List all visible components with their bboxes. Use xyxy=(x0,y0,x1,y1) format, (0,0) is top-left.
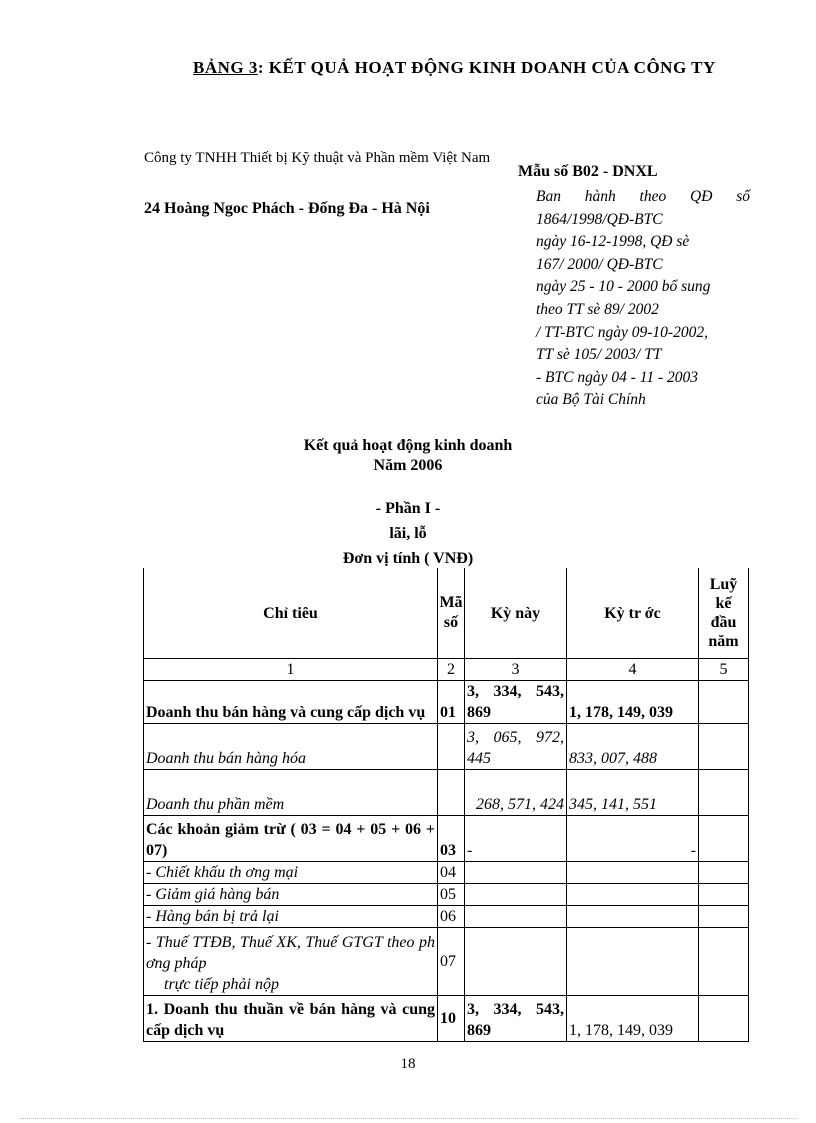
row-ytd xyxy=(699,681,749,724)
report-part: - Phần I - xyxy=(375,500,441,517)
table-row xyxy=(144,906,749,928)
report-unit: Đơn vị tính ( VNĐ) xyxy=(342,550,474,567)
report-year: Năm 2006 xyxy=(373,457,443,474)
table-row xyxy=(144,681,749,724)
table-row xyxy=(144,816,749,862)
table-row xyxy=(144,770,749,816)
row-code: 01 xyxy=(438,681,465,724)
row-current: 3, 334, 543, 869 xyxy=(465,681,567,724)
decree-note xyxy=(536,186,750,412)
col-number: 3 xyxy=(465,659,567,681)
row-previous xyxy=(567,884,699,906)
row-current: 3, 334, 543, 869 xyxy=(465,996,567,1042)
page-bottom-divider xyxy=(20,1118,796,1119)
col-number: 1 xyxy=(144,659,438,681)
row-ytd xyxy=(699,816,749,862)
table-row xyxy=(144,996,749,1042)
row-previous xyxy=(567,928,699,996)
col-number: 2 xyxy=(438,659,465,681)
row-label-continued: trực tiếp phải nộp xyxy=(164,976,279,993)
row-previous: 1, 178, 149, 039 xyxy=(567,681,699,724)
row-label: Doanh thu phần mềm xyxy=(144,770,438,816)
row-code: 07 xyxy=(438,928,465,996)
row-previous: 345, 141, 551 xyxy=(567,770,699,816)
row-ytd xyxy=(699,862,749,884)
report-title: Kết quả hoạt động kinh doanh xyxy=(303,437,513,454)
header-current: Kỳ này xyxy=(465,568,567,659)
row-ytd xyxy=(699,770,749,816)
row-ytd xyxy=(699,906,749,928)
decree-line: TT sè 105/ 2003/ TT xyxy=(536,346,662,364)
table-title-prefix: BẢNG 3 xyxy=(193,58,258,77)
row-label: - Giảm giá hàng bán xyxy=(144,884,438,906)
row-ytd xyxy=(699,996,749,1042)
table-title xyxy=(193,52,753,84)
row-label: - Chiết khấu th ơng mại xyxy=(144,862,438,884)
row-current: 3, 065, 972, 445 xyxy=(465,724,567,770)
income-statement-table xyxy=(143,568,749,1042)
row-label-cell xyxy=(144,928,438,996)
row-code: 04 xyxy=(438,862,465,884)
row-label: - Thuế TTĐB, Thuế XK, Thuế GTGT theo ph ơng pháp xyxy=(146,934,435,972)
row-current xyxy=(465,928,567,996)
row-current xyxy=(465,862,567,884)
row-label: Doanh thu bán hàng hóa xyxy=(144,724,438,770)
column-number-row xyxy=(144,659,749,681)
row-current xyxy=(465,906,567,928)
row-code: 06 xyxy=(438,906,465,928)
header-ytd: Luỹ kế đầu năm xyxy=(699,568,749,659)
table-row xyxy=(144,928,749,996)
row-ytd xyxy=(699,724,749,770)
row-current: 268, 571, 424 xyxy=(465,770,567,816)
row-code xyxy=(438,770,465,816)
company-name: Công ty TNHH Thiết bị Kỹ thuật và Phần mềm Việt Nam xyxy=(144,150,491,166)
row-code: 05 xyxy=(438,884,465,906)
decree-line: ngày 25 - 10 - 2000 bổ sung xyxy=(536,278,711,296)
table-row xyxy=(144,724,749,770)
decree-line: - BTC ngày 04 - 11 - 2003 xyxy=(536,368,699,386)
col-number: 4 xyxy=(567,659,699,681)
header-code: Mã số xyxy=(438,568,465,659)
row-label: Doanh thu bán hàng và cung cấp dịch vụ xyxy=(144,681,438,724)
row-ytd xyxy=(699,884,749,906)
row-previous: 1, 178, 149, 039 xyxy=(567,996,699,1042)
row-previous xyxy=(567,862,699,884)
row-ytd xyxy=(699,928,749,996)
decree-line: 167/ 2000/ QĐ-BTC xyxy=(536,255,663,273)
row-current xyxy=(465,884,567,906)
row-code xyxy=(438,724,465,770)
decree-line: ngày 16-12-1998, QĐ sè xyxy=(536,233,690,251)
table-row xyxy=(144,862,749,884)
row-label: 1. Doanh thu thuần về bán hàng và cung cấp dịch vụ xyxy=(144,996,438,1042)
page-number: 18 xyxy=(400,1056,416,1072)
company-address: 24 Hoàng Ngoc Phách - Đống Đa - Hà Nội xyxy=(144,200,430,217)
row-code: 03 xyxy=(438,816,465,862)
col-number: 5 xyxy=(699,659,749,681)
row-current: - xyxy=(465,816,567,862)
table-title-rest: : KẾT QUẢ HOẠT ĐỘNG KINH DOANH CỦA CÔNG TY xyxy=(257,58,716,77)
header-indicator: Chỉ tiêu xyxy=(144,568,438,659)
decree-line: của Bộ Tài Chính xyxy=(536,391,646,409)
decree-line: / TT-BTC ngày 09-10-2002, xyxy=(536,323,708,341)
table-header-row xyxy=(144,568,749,659)
header-previous: Kỳ tr ớc xyxy=(567,568,699,659)
row-previous: 833, 007, 488 xyxy=(567,724,699,770)
decree-line: theo TT sè 89/ 2002 xyxy=(536,300,659,318)
decree-line: Ban hành theo QĐ số 1864/1998/QĐ-BTC xyxy=(536,188,750,228)
row-label: Các khoản giảm trừ ( 03 = 04 + 05 + 06 + 07) xyxy=(144,816,438,862)
row-code: 10 xyxy=(438,996,465,1042)
table-row xyxy=(144,884,749,906)
report-part-sub: lãi, lỗ xyxy=(389,525,427,542)
form-number: Mẫu số B02 - DNXL xyxy=(518,163,658,180)
row-previous: - xyxy=(567,816,699,862)
row-previous xyxy=(567,906,699,928)
row-label: - Hàng bán bị trả lại xyxy=(144,906,438,928)
